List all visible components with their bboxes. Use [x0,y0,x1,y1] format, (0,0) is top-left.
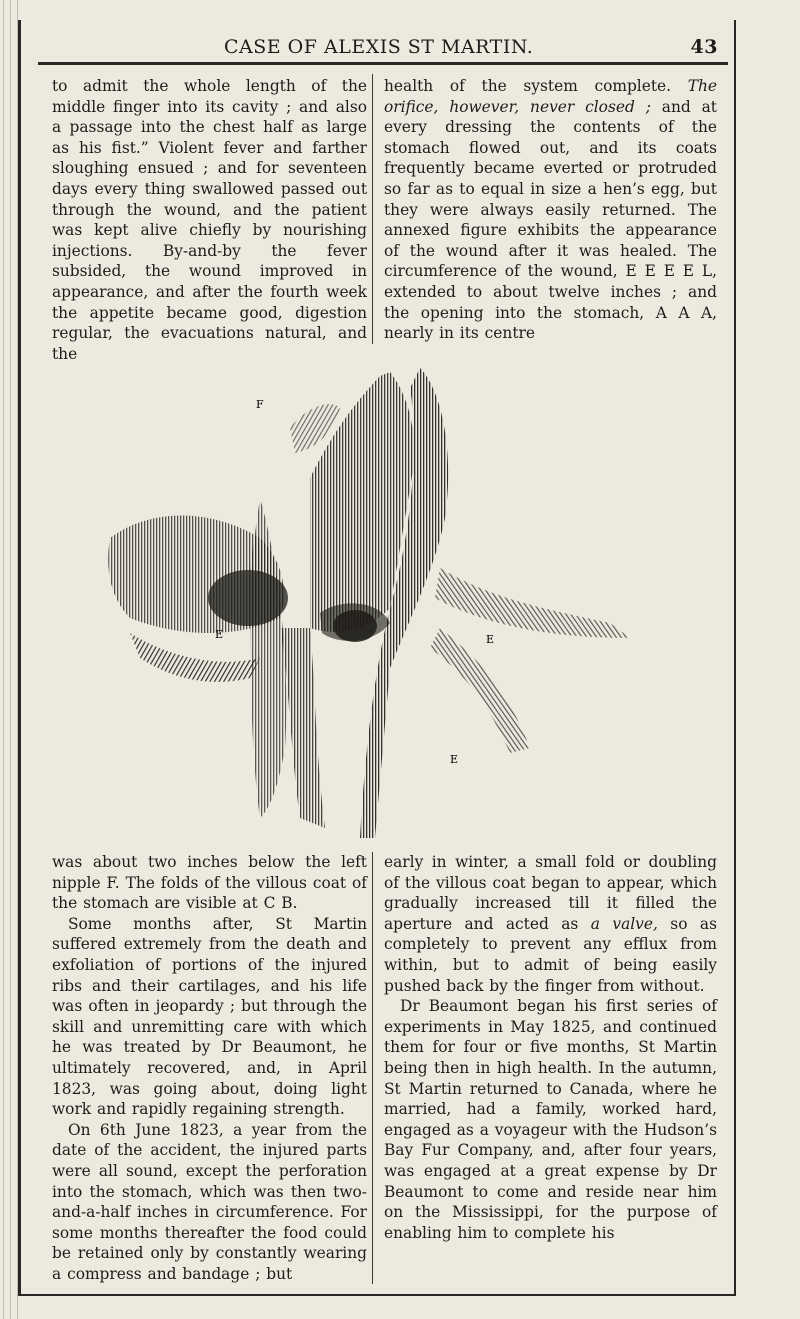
text-run: so as completely to prevent any efflux from within, but to admit of being easily pushed back by the finger from without. [384,914,717,995]
figure-label: E [450,753,459,766]
text-run: and at every dressing the contents of the stomach flowed out, and its coats frequently became everted or protruded so far as to equal in size a hen’s egg, but they were always easily returned. The annexed figure exhibits the appearance of the wound after it was healed. The circumference of the wound, E E E E L, extended to about twelve inches ; and the opening into the stomach, A A A, nearly in its centre [384,97,717,343]
running-title: CASE OF ALEXIS ST MARTIN. [224,36,534,58]
figure-label: E [215,628,224,641]
text-run: early in winter, a small fold or doubling of the villous coat began to appear, which gradually increased till it filled the aperture and acted as [384,853,717,933]
paragraph: Dr Beaumont began his first series of experiments in May 1825, and continued them for four or five months, St Martin being then in high health. In the autumn, St Martin returned to Canada, where he married, had a family, worked hard, engaged as a voyageur with the Hudson’s Bay Fur Company, and, after four years, was engaged at a great expense by Dr Beaumont to come and reside near him on the Mississippi, for the purpose of enabling him to complete his [384,997,717,1242]
paragraph: to admit the whole length of the middle finger into its cavity ; and also a passage into the chest half as large as his fist.” Violent fever and farther sloughing ensued ; and for seventeen days every thing swallowed passed out through the wound, and the patient was kept alive chiefly by nourishing injections. By-and-by the fever subsided, the wound improved in appearance, and after the fourth week the appetite became good, digestion regular, the evacuations natural, and the [52,77,367,363]
book-edge-shading [0,0,18,1319]
italic-run: The orifice, however, never closed ; [384,77,717,116]
column-divider [372,74,373,344]
right-column-top [384,76,717,348]
header-rule [38,62,728,65]
page-number: 43 [690,36,718,58]
right-column-bottom [384,852,717,1284]
left-column-top [52,76,367,363]
footer-rule [20,1294,736,1296]
running-header [38,30,718,62]
figure-label: E [486,633,495,646]
paragraph [384,76,717,344]
wound-illustration [90,368,730,838]
paragraph: was about two inches below the left nipple F. The folds of the villous coat of the stomach are visible at C B. [52,853,367,913]
paragraph: Some months after, St Martin suffered extremely from the death and exfoliation of portions of the injured ribs and their cartilages, and his life was often in jeopardy ; but through the skill and unremitting care with which he was treated by Dr Beaumont, he ultimately recovered, and, in April 1823, was going about, doing light work and rapidly regaining strength. [52,914,367,1119]
chest-wall-shading [108,368,630,838]
text-run: health of the system complete. [384,77,688,95]
italic-run: a valve, [590,914,658,933]
paragraph: On 6th June 1823, a year from the date of the accident, the injured parts were all sound, except the perforation into the stomach, which was then two-and-a-half inches in circumference. For some months thereafter the food could be retained only by constantly wearing a compress and bandage ; but [52,1120,367,1283]
column-divider [372,852,373,1284]
paragraph [384,852,717,996]
figure-label: F [256,398,264,411]
left-column-bottom [52,852,367,1284]
